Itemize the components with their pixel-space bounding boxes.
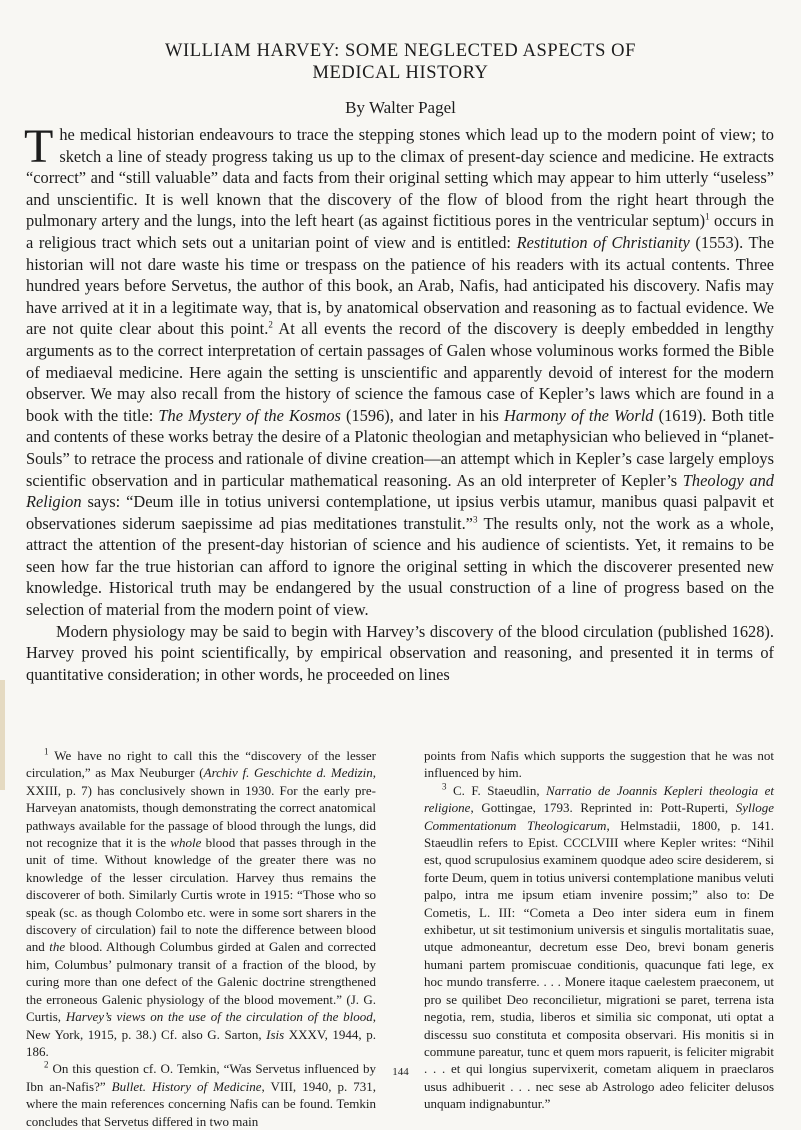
footnote-2-text: , VIII, 1940, p. 731, where the main references concerning Nafis can be found. Temkin concludes that Servetus differed in two main <box>26 1078 376 1129</box>
footnote-1-text: , XXIII, p. 7) has conclusively shown in 1930. For the early pre-Harveyan anatomists, though demonstrating the correct anatomical pathways available for the passage of blood through the lungs, did not recognize that it is the <box>26 765 376 851</box>
footnote-2-number: 2 <box>44 1059 49 1070</box>
footnote-ref-1[interactable]: 1 <box>705 211 710 222</box>
p1-text-2: occurs in a religious tract which sets out a unitarian point of view and is entitled: <box>26 211 774 252</box>
book-title-harmony: Harmony of the World <box>504 405 654 425</box>
p1-text-7: says: “Deum ille in totius universi contemplatione, ut ipsius verbis utamur, manibus quasi palpavit et observationes siderum saepissime ad pias meditationes transtulit.” <box>26 492 774 533</box>
footnote-1-emphasis: whole <box>170 835 202 851</box>
footnote-3 <box>424 782 774 1113</box>
footnote-3-number: 3 <box>442 781 447 792</box>
p1-text-3: (1553). The historian will not dare waste his time or trespass on the patience of his readers with its actual contents. Three hundred years before Servetus, the author of this book, an Arab, Nafis, had anticipated his discovery. Nafis may have arrived at it in a legitimate way, that is, by anatomical observation and reasoning as to factual evidence. We are not quite clear about this point. <box>26 232 774 339</box>
p1-text-1: he medical historian endeavours to trace the stepping stones which lead up to the modern point of view; to sketch a line of steady progress taking us up to the climax of present-day science and medicine. He extracts “correct” and “still valuable” data and facts from their original setting which may appear to him utterly “useless” and unscientific. It is well known that the discovery of the flow of blood from the right heart through the pulmonary artery and the lungs, into the left heart (as against fictitious pores in the ventricular septum) <box>26 125 774 231</box>
footnote-1 <box>26 747 376 1060</box>
article-title <box>60 40 741 84</box>
footnote-1-text: blood. Although Columbus girded at Galen and corrected him, Columbus’ pulmonary transit of a fraction of the blood, by curing more than one defect of the Galenic doctrine strengthened the erroneous Galenic physiology of the blood movement.” (J. G. Curtis, <box>26 939 376 1025</box>
p1-text-8: The results only, not the work as a whole, attract the attention of the present-day historian of science and his audience of scientists. Yet, it remains to be seen how far the true historian can afford to ignore the original setting in which the discoverer presented new knowledge. Historical truth may be endangered by the usual construction of a line of progress based on the selection of material from the modern point of view. <box>26 513 774 620</box>
footnote-1-number: 1 <box>44 746 49 757</box>
footnote-1-emphasis: the <box>49 939 66 955</box>
page-number: 144 <box>392 1066 409 1078</box>
footnote-1-text: We have no right to call this the “discovery of the lesser circulation,” as Max Neuburger ( <box>26 748 376 781</box>
footnote-2-continued: points from Nafis which supports the suggestion that he was not influenced by him. <box>424 748 774 781</box>
footnote-1-journal: Archiv f. Geschichte d. Medizin <box>203 765 373 781</box>
author-byline: By Walter Pagel <box>345 98 456 117</box>
book-title-mystery: The Mystery of the Kosmos <box>158 405 341 425</box>
footnote-ref-2[interactable]: 2 <box>268 319 273 330</box>
book-title-restitution: Restitution of Christianity <box>516 232 690 252</box>
paragraph-1 <box>24 120 774 621</box>
article-body <box>24 120 774 685</box>
paragraph-2: Modern physiology may be said to begin with Harvey’s discovery of the blood circulation (published 1628). Harvey proved his point scientifically, by empirical observation and reasoning, and presented it in terms of quantitative consideration; in other words, he proceeded on lines <box>26 621 774 684</box>
p1-text-6: (1619). Both title and contents of these works betray the desire of a Platonic theologian and metaphysician who believed in “planet-Souls” to retrace the process and rationale of divine creation—an attempt which in Kepler’s case largely employs scientific observation and in particular mathematical reasoning. As an old interpreter of Kepler’s <box>26 405 774 490</box>
footnote-3-text: , Gottingae, 1793. Reprinted in: Pott-Ruperti, <box>470 800 736 816</box>
footnotes-right-column <box>424 747 774 1113</box>
footnote-1-text: XXXV, 1944, p. 186. <box>26 1026 376 1059</box>
footnote-1-text: blood that passes through in the unit of time. Without knowledge of the greater there was no knowledge of the lesser circulation. Harvey thus remains the discoverer of both. Similarly Curtis wrote in 1915: “Those who so speak (sc. as though Colombo etc. were in some sort sharers in the discovery of circulation) fail to note the difference between blood and <box>26 835 376 955</box>
footnote-3-book: Sylloge Commentationum Theologicarum <box>424 800 774 833</box>
title-line-1: WILLIAM HARVEY: SOME NEGLECTED ASPECTS OF <box>164 41 637 61</box>
binding-edge <box>0 680 5 790</box>
footnote-1-journal: Isis <box>266 1026 285 1042</box>
footnote-2-journal: Bullet. History of Medicine <box>111 1078 262 1094</box>
footnote-2-text: On this question cf. O. Temkin, “Was Servetus influenced by Ibn an-Nafis?” <box>26 1061 376 1094</box>
footnote-3-book: Narratio de Joannis Kepleri theologia et religione <box>424 782 774 816</box>
footnote-1-text: , New York, 1915, p. 38.) Cf. also G. Sarton, <box>26 1009 376 1042</box>
footnote-1-book: Harvey’s views on the use of the circulation of the blood <box>65 1009 373 1025</box>
p1-text-4: At all events the record of the discovery is deeply embedded in lengthy arguments as to the correct interpretation of certain passages of Galen whose voluminous works formed the Bible of mediaeval medicine. Here again the setting is unscientific and apparently devoid of interest for the modern observer. We may also recall from the history of science the famous case of Kepler’s laws which are found in a book with the title: <box>26 319 774 425</box>
p1-text-5: (1596), and later in his <box>340 405 505 425</box>
footnote-3-text: C. F. Staeudlin, <box>446 782 547 798</box>
book-title-theology: Theology and Religion <box>26 470 774 512</box>
footnote-3-text: , Helmstadii, 1800, p. 141. Staeudlin refers to Epist. CCCLVIII where Kepler writes: “Nihil est, quod scrupulosius examinem quodque adeo scire desiderem, si forte Deum, quem in totius universi contemplatione manibus veluti palpo, intra me ipsum etiam invenire possim;” also to: De Cometis, L. III: “Cometa a Deo inter sidera eum in finem exhibetur, ut sit testimonium universis et singulis mortalitatis suae, utque admoneantur, decretum esse Deo, brevi bonam generis humani partem promiscuae conditionis, quacunque fati lege, ex hoc mundo transferre. . . . Monere itaque caelestem praeconem, ut pro se quilibet Deo reconcilietur, migrationi se paret, terrena ista negotia, rem, studia, liberos et similia sic componat, uti optat a discessu suo constituta et composita observari. His monitis si in commune pareatur, tunc et quem mors rapuerit, is feliciter migrabit . . . et qui longius supervixerit, cometam aliquem in praeclaros usus adhibuerit . . . nec sese ab Astrologo adeo feliciter delusos unquam indignabuntur.” <box>424 817 774 1112</box>
footnote-ref-3[interactable]: 3 <box>472 514 478 525</box>
drop-cap: T <box>24 120 54 173</box>
title-line-2: MEDICAL HISTORY <box>312 63 489 83</box>
